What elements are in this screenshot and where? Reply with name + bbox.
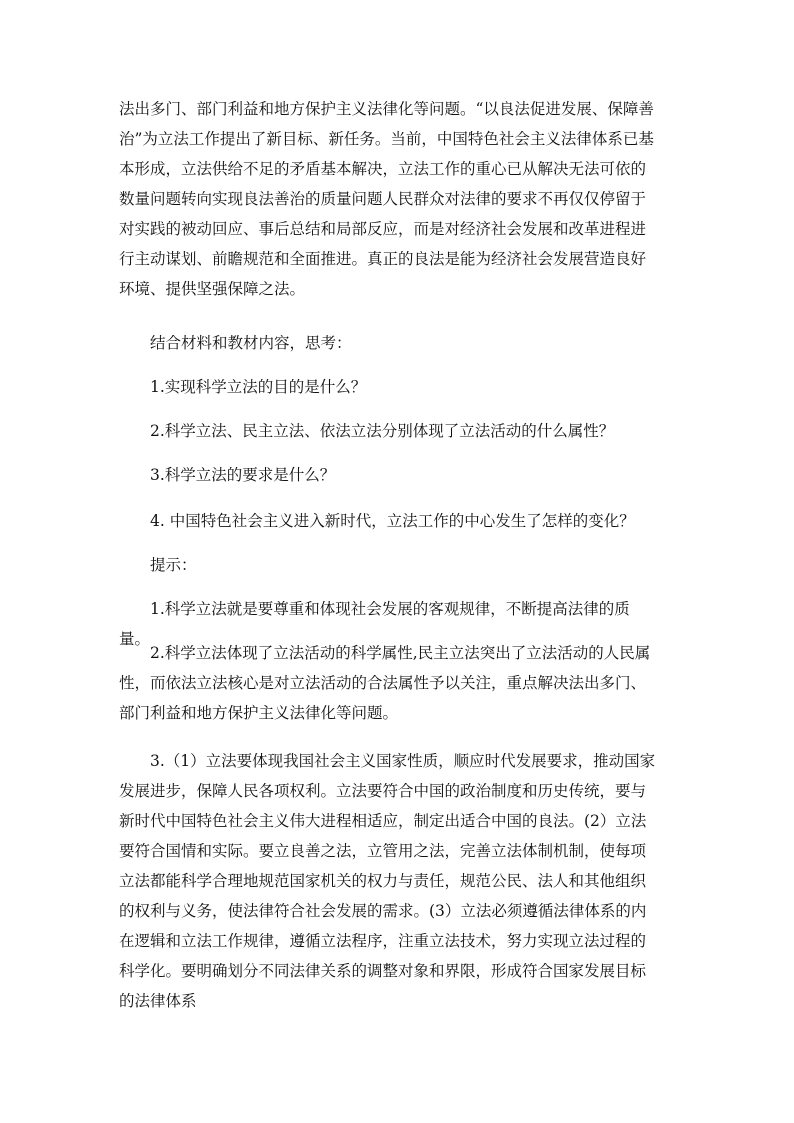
answer-2: 2.科学立法体现了立法活动的科学属性,民主立法突出了立法活动的人民属性，而依法立法核心是对立法活动的合法属性予以关注，重点解决法出多门、部门利益和地方保护主义法律化等问题。 [119,644,651,722]
question-3: 3.科学立法的要求是什么？ [150,466,336,484]
answer-1: 1.科学立法就是要尊重和体现社会发展的客观规律，不断提高法律的质量。 [119,600,630,648]
question-4: 4. 中国特色社会主义进入新时代，立法工作的中心发生了怎样的变化？ [150,512,635,530]
question-1: 1.实现科学立法的目的是什么？ [150,378,367,396]
intro-paragraph: 法出多门、部门利益和地方保护主义法律化等问题。“以良法促进发展、保障善治”为立法工作提出了新目标、新任务。当前，中国特色社会主义法律体系已基本形成，立法供给不足的矛盾基本解决，立法工作的重心已从解决无法可依的数量问题转向实现良法善治的质量问题人民群众对法律的要求不再仅仅停留于对实践的被动回应、事后总结和局部反应，而是对经济社会发展和改革进程进行主动谋划、前瞻规范和全面推进。真正的良法是能为经济社会发展营造良好环境、提供坚强保障之法。 [119,100,654,298]
hint-label: 提示： [150,556,197,574]
question-2: 2.科学立法、民主立法、依法立法分别体现了立法活动的什么属性？ [150,422,615,440]
instruction-text: 结合材料和教材内容，思考： [150,334,352,352]
answer-3: 3.（1）立法要体现我国社会主义国家性质，顺应时代发展要求，推动国家发展进步，保障人民各项权利。立法要符合中国的政治制度和历史传统，要与新时代中国特色社会主义伟大进程相适应，制定出适合中国的良法。(2）立法要符合国情和实际。要立良善之法，立管用之法，完善立法体制机制，使每项立法都能科学合理地规范国家机关的权力与责任，规范公民、法人和其他组织的权利与义务，使法律符合社会发展的需求。(3）立法必须遵循法律体系的内在逻辑和立法工作规律，遵循立法程序，注重立法技术，努力实现立法过程的科学化。要明确划分不同法律关系的调整对象和界限，形成符合国家发展目标的法律体系 [119,752,656,1010]
